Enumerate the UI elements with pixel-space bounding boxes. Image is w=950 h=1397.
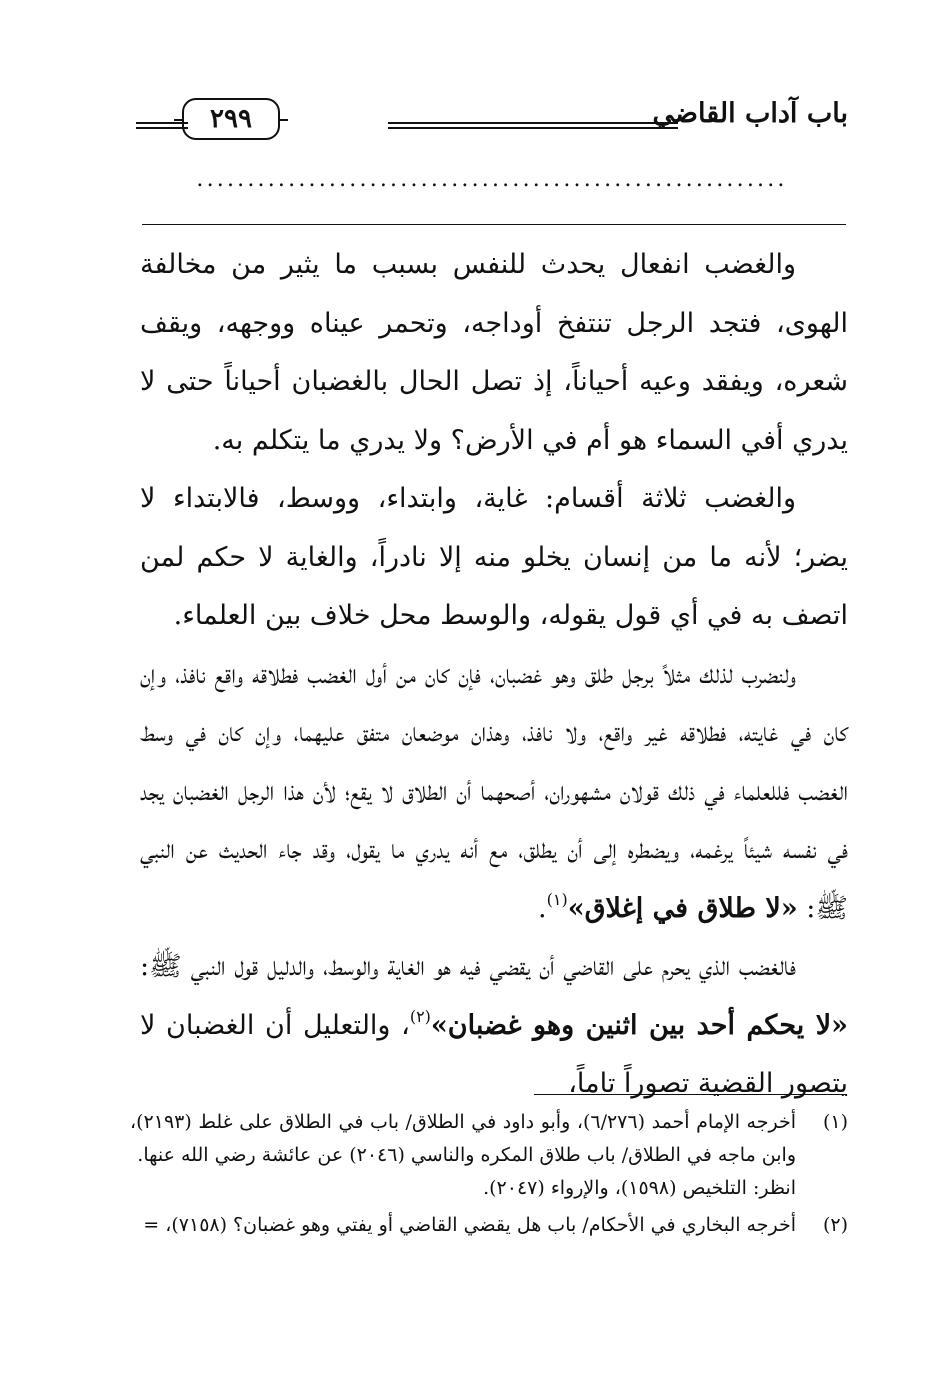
paragraph-4-end: ، والتعليل أن الغضبان لا يتصور القضية تصوراً تاماً، [140, 1009, 848, 1099]
text-top-rule [142, 224, 846, 225]
paragraph-3 [140, 646, 848, 939]
paragraph-2: والغضب ثلاثة أقسام: غاية، وابتداء، ووسط، فالابتداء لا يضر؛ لأنه ما من إنسان يخلو منه إلا نادراً، والغاية لا حكم لمن اتصف به في أي قول يقوله، والوسط محل خلاف بين العلماء. [140, 483, 848, 631]
running-title: باب آداب القاضي [652, 98, 848, 129]
hadith-quote-2: «لا يحكم أحد بين اثنين وهو غضبان» [430, 1009, 848, 1041]
paragraph-1: والغضب انفعال يحدث للنفس بسبب ما يثير من مخالفة الهوى، فتجد الرجل تنتفخ أوداجه، وتحمر عيناه ووجهه، ويقف شعره، ويفقد وعيه أحياناً، إذ تصل الحال بالغضبان أحياناً حتى لا يدري أفي السماء هو أم في الأرض؟ ولا يدري ما يتكلم به. [140, 249, 848, 456]
footnote-text: أخرجه الإمام أحمد (٦/٢٧٦)، وأبو داود في الطلاق/ باب في الطلاق على غلط (٢١٩٣)، وابن ماجه في الطلاق/ باب طلاق المكره والناسي (٢٠٤٦) عن عائشة رضي الله عنها. [130, 1111, 796, 1166]
page-number: ٢٩٩ [182, 98, 280, 140]
main-text [140, 236, 848, 1114]
footnote-1 [130, 1106, 848, 1172]
footnotes [130, 1106, 848, 1242]
paragraph-3-end: . [538, 892, 547, 924]
dotted-separator: .......................................................... [196, 168, 788, 192]
paragraph-4-text: فالغضب الذي يحرم على القاضي أن يقضي فيه هو الغاية والوسط، والدليل قول النبي ﷺ: [140, 951, 796, 982]
paragraph-4 [140, 938, 848, 1114]
header-double-rule-left [136, 122, 188, 129]
footnote-number: (١) [822, 1111, 848, 1133]
footnote-1-note: انظر: التلخيص (١٥٩٨)، والإرواء (٢٠٤٧). [483, 1177, 796, 1199]
footnote-ref-1: (١) [546, 889, 568, 909]
hadith-quote-1: «لا طلاق في إغلاق» [567, 892, 798, 924]
footnote-rule [534, 1094, 846, 1095]
paragraph-3-text: ولنضرب لذلك مثلاً برجل طلق وهو غضبان، فإن كان من أول الغضب فطلاقه واقع نافذ، وإن كان في غايته، فطلاقه غير واقع، ولا نافذ، وهذان موضعان متفق عليهما، وإن كان في وسط الغضب فللعلماء في ذلك قولان مشهوران، أصحهما أن الطلاق لا يقع؛ لأن هذا الرجل الغضبان يجد في نفسه شيئاً يرغمه، ويضطره إلى أن يطلق، مع أنه يدري ما يقول، وقد جاء الحديث عن النبي ﷺ: [140, 658, 848, 924]
footnote-ref-2: (٢) [409, 1006, 431, 1026]
page-header [136, 84, 848, 154]
footnote-text: أخرجه البخاري في الأحكام/ باب هل يقضي القاضي أو يفتي وهو غضبان؟ (٧١٥٨)، = [143, 1214, 796, 1236]
footnote-2 [130, 1209, 848, 1242]
header-double-rule [388, 122, 678, 129]
footnote-number: (٢) [822, 1214, 848, 1236]
